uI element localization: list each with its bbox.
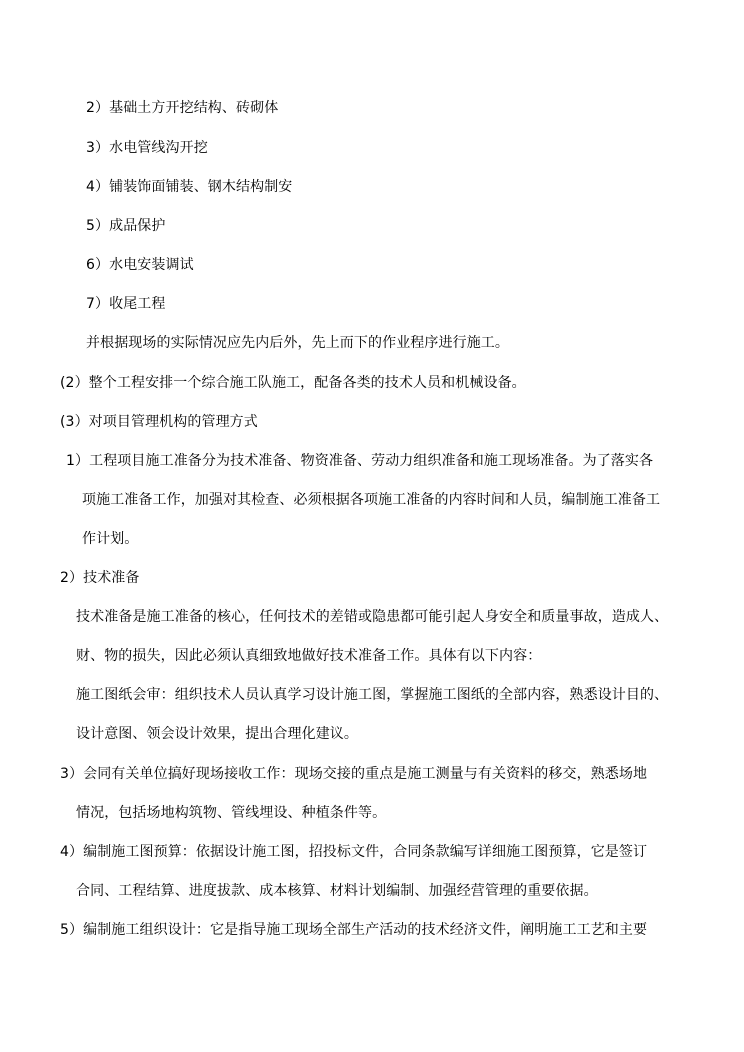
text-line: 2）基础土方开挖结构、砖砌体: [86, 100, 279, 116]
text-line: 4）编制施工图预算：依据设计施工图，招投标文件，合同条款编写详细施工图预算，它是签订: [60, 844, 648, 860]
text-line: (3）对项目管理机构的管理方式: [60, 414, 258, 430]
text-line: 5）成品保护: [86, 218, 166, 234]
text-line: 4）铺装饰面铺装、钢木结构制安: [86, 179, 293, 195]
text-line: 3）会同有关单位搞好现场接收工作：现场交接的重点是施工测量与有关资料的移交，熟悉场地: [60, 766, 648, 782]
text-line: 3）水电管线沟开挖: [86, 140, 208, 156]
text-line: 7）收尾工程: [86, 296, 166, 312]
text-line: 财、物的损失，因此必须认真细致地做好技术准备工作。具体有以下内容：: [76, 648, 542, 664]
text-line: (2）整个工程安排一个综合施工队施工，配备各类的技术人员和机械设备。: [60, 375, 526, 391]
text-line: 施工图纸会审：组织技术人员认真学习设计施工图，掌握施工图纸的全部内容，熟悉设计目的、: [76, 687, 669, 703]
text-line: 情况，包括场地构筑物、管线埋设、种植条件等。: [76, 805, 387, 821]
text-line: 2）技术准备: [60, 570, 140, 586]
text-line: 技术准备是施工准备的核心，任何技术的差错或隐患都可能引起人身安全和质量事故，造成人、: [76, 609, 669, 625]
text-line: 设计意图、领会设计效果，提出合理化建议。: [76, 726, 358, 742]
text-line: 6）水电安装调试: [86, 257, 194, 273]
text-line: 项施工准备工作，加强对其检查、必须根据各项施工准备的内容时间和人员，编制施工准备工: [82, 492, 661, 508]
text-line: 合同、工程结算、进度拔款、成本核算、材料计划编制、加强经营管理的重要依据。: [76, 883, 598, 899]
text-line: 5）编制施工组织设计：它是指导施工现场全部生产活动的技术经济文件，阐明施工工艺和主要: [60, 922, 648, 938]
text-line: 并根据现场的实际情况应先内后外，先上而下的作业程序进行施工。: [86, 335, 509, 351]
text-line: 1）工程项目施工准备分为技术准备、物资准备、劳动力组织准备和施工现场准备。为了落实各: [66, 453, 654, 469]
text-line: 作计划。: [82, 531, 139, 547]
